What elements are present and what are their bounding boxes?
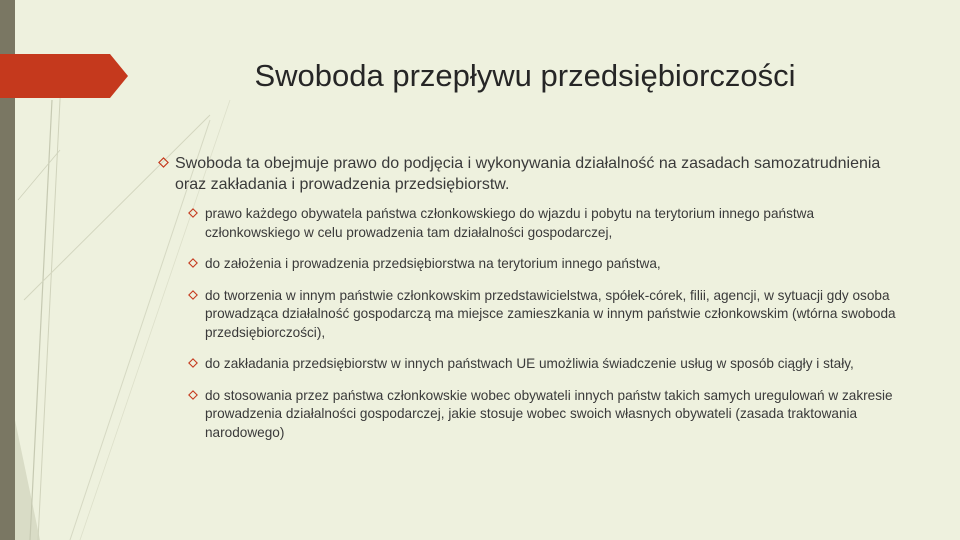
diamond-outline-icon [188,258,198,268]
sub-bullet-text: prawo każdego obywatela państwa członkowskiego do wjazdu i pobytu na terytorium innego państwa członkowskiego w celu prowadzenia tam działalności gospodarczej, [205,206,815,240]
sub-bullet-item [188,387,898,443]
title-tab-shape [0,54,128,98]
diamond-outline-icon [158,157,169,168]
sub-bullet-text: do tworzenia w innym państwie członkowskim przedstawicielstwa, spółek-córek, filii, agencji, w sytuacji gdy osoba prowadząca działalność gospodarczą ma miejsce zamieszkania w innym państwie członkowskim (wtórna swoboda przedsiębiorczości), [205,287,896,340]
bullet-list [158,153,898,455]
bullet-text: Swoboda ta obejmuje prawo do podjęcia i wykonywania działalność na zasadach samozatrudnienia oraz zakładania i prowadzenia przedsiębiorstw. [175,155,881,193]
sub-bullet-item [188,355,898,374]
page-title: Swoboda przepływu przedsiębiorczości [254,58,796,93]
diamond-outline-icon [188,208,198,218]
diamond-outline-icon [188,390,198,400]
sub-bullet-text: do stosowania przez państwa członkowskie wobec obywateli innych państw takich samych uregulowań w zakresie prowadzenia działalności gospodarczej, jakie stosuje wobec swoich własnych obywateli (zasada traktowania narodowego) [205,387,893,440]
diamond-outline-icon [188,290,198,300]
sub-bullet-item [188,287,898,343]
sub-bullet-text: do założenia i prowadzenia przedsiębiorstwa na terytorium innego państwa, [205,256,661,271]
sub-bullet-text: do zakładania przedsiębiorstw w innych państwach UE umożliwia świadczenie usług w sposób ciągły i stały, [205,356,854,371]
diamond-outline-icon [188,358,198,368]
sub-bullet-item [188,255,898,274]
bullet-item [158,153,898,195]
sub-bullet-item [188,205,898,242]
